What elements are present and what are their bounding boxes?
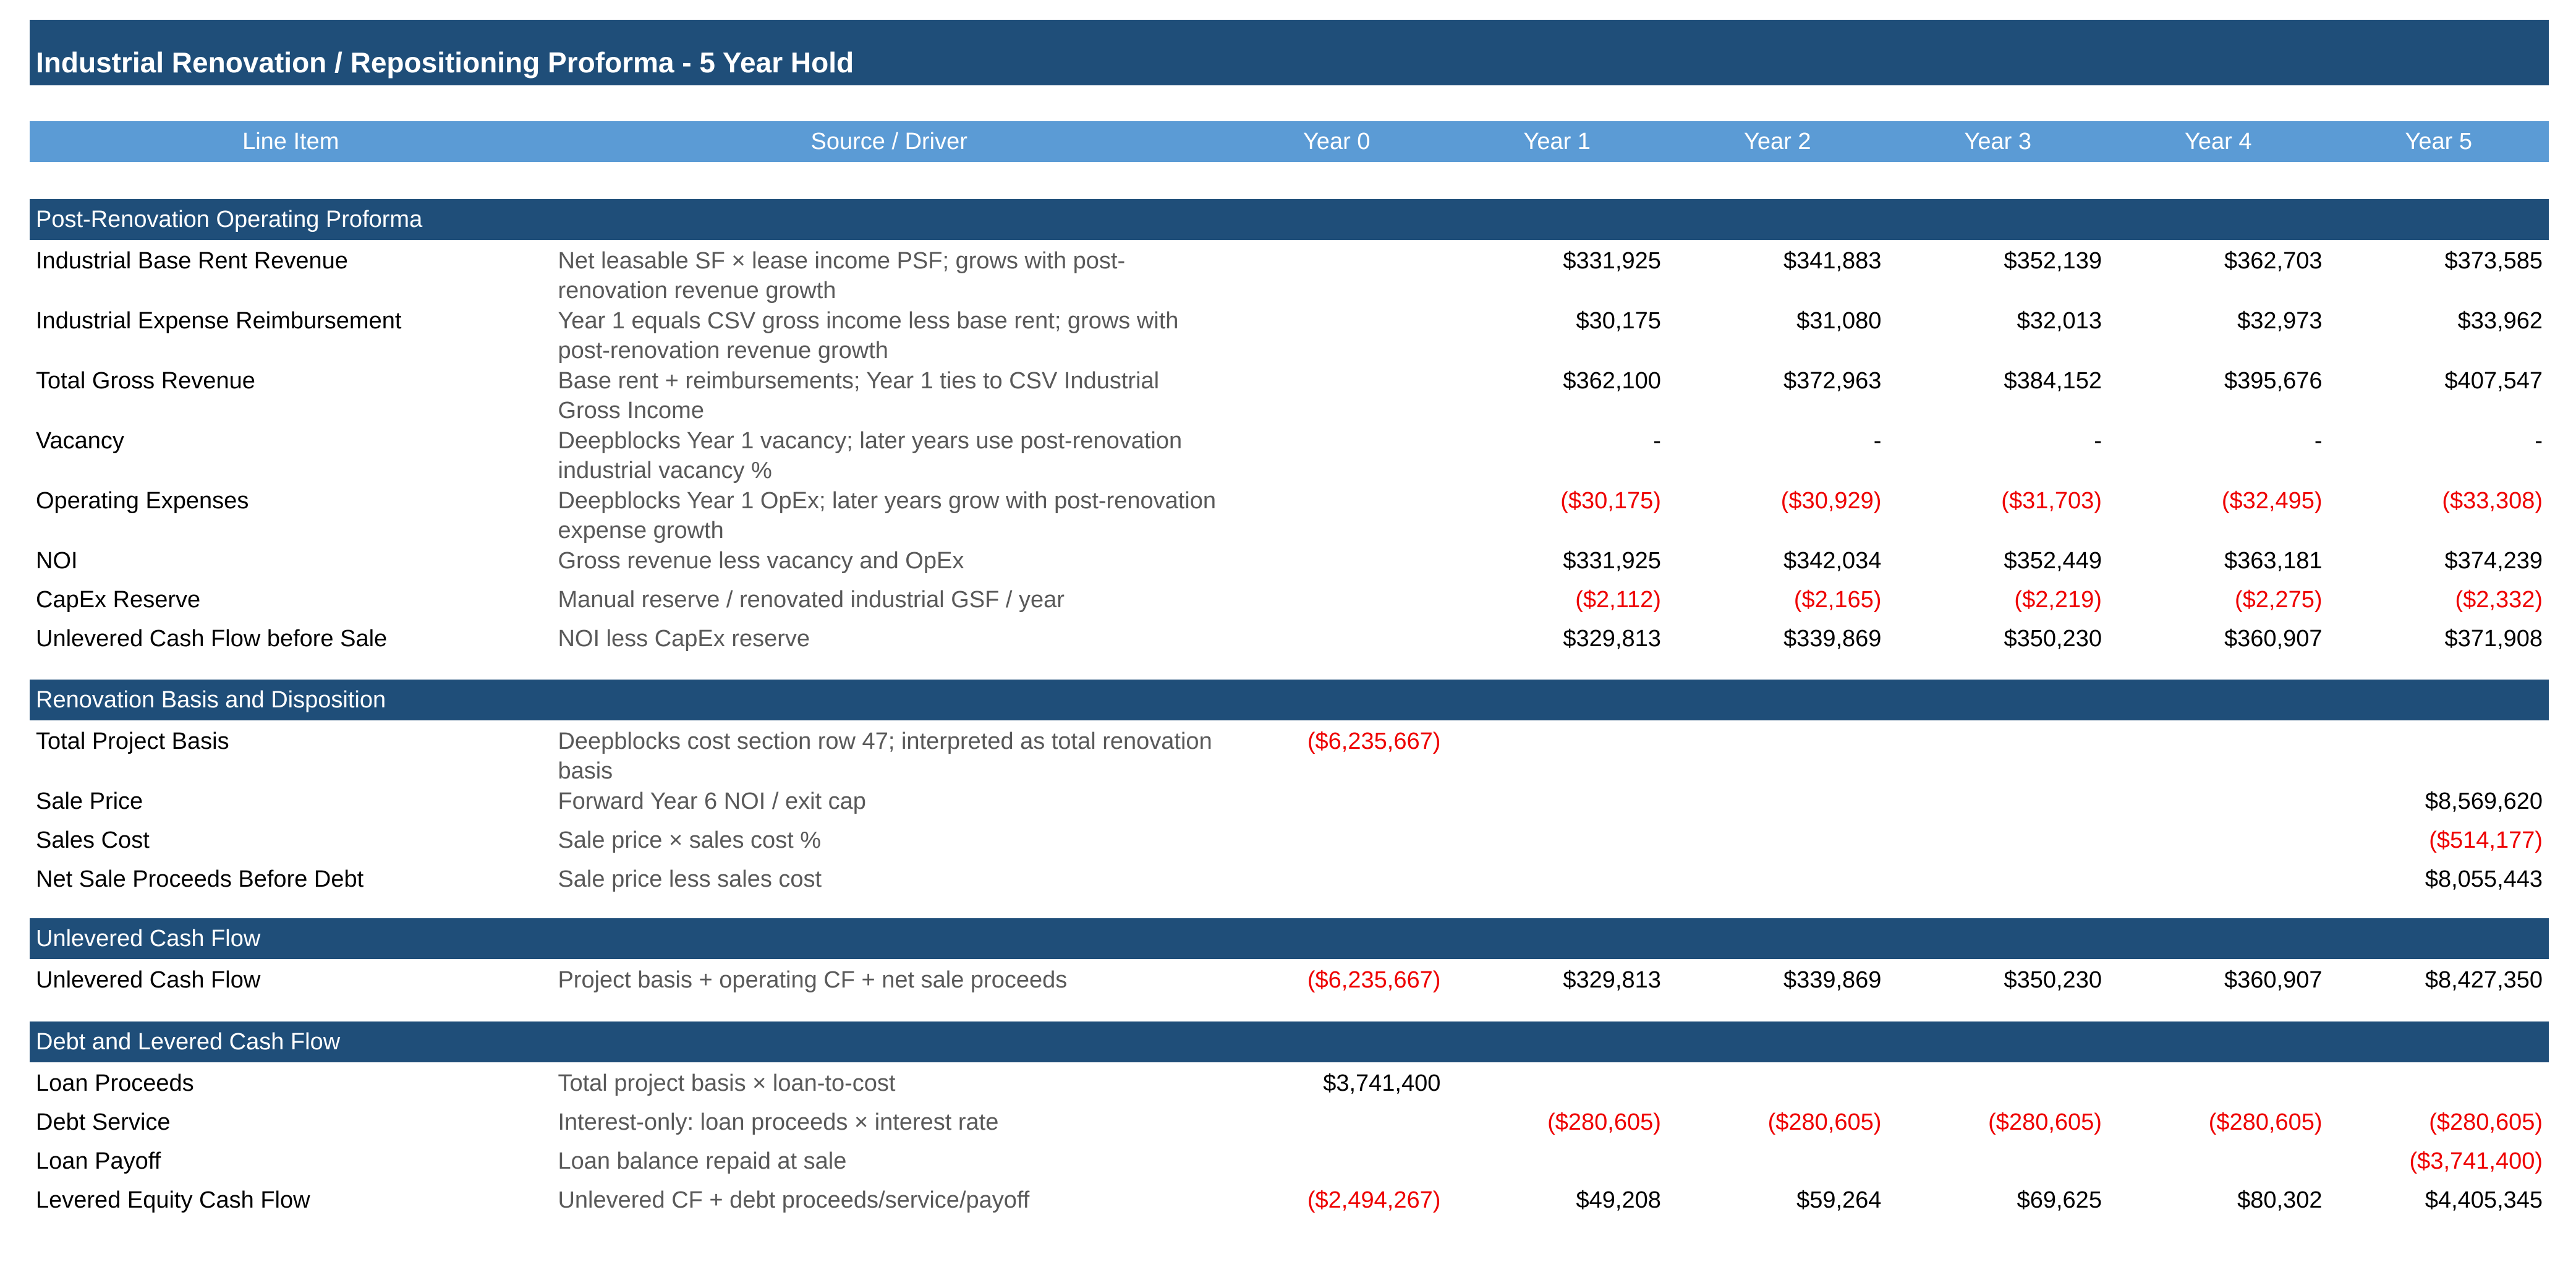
year-1-cell[interactable]: - [1653, 428, 1661, 454]
year-3-cell[interactable] [1887, 1068, 2108, 1101]
source-driver-cell[interactable]: Loan balance repaid at sale [558, 1148, 847, 1174]
year-3-cell[interactable] [1887, 1146, 2108, 1179]
source-driver-cell[interactable]: Interest-only: loan proceeds × interest rate [558, 1109, 999, 1135]
line-item-cell[interactable]: Unlevered Cash Flow before Sale [36, 626, 388, 652]
year-2-cell[interactable]: $342,034 [1783, 548, 1882, 574]
year-1-cell[interactable]: $331,925 [1563, 548, 1661, 574]
column-header-row [30, 121, 2549, 162]
source-driver-cell[interactable]: Unlevered CF + debt proceeds/service/payoff [558, 1187, 1030, 1213]
year-4-cell[interactable]: $362,703 [2224, 248, 2323, 274]
table-row [30, 480, 2549, 544]
year-2-cell[interactable]: ($280,605) [1767, 1109, 1882, 1135]
year-1-cell[interactable] [1447, 1068, 1667, 1101]
source-driver-cell[interactable]: NOI less CapEx reserve [558, 626, 810, 652]
source-driver-cell[interactable]: Year 1 equals CSV gross income less base rent; grows with post-renovation revenue growth [558, 308, 1179, 364]
source-driver-cell[interactable]: Forward Year 6 NOI / exit cap [558, 788, 866, 814]
line-item-cell[interactable]: Industrial Base Rent Revenue [36, 248, 348, 274]
header-year-3[interactable]: Year 3 [1964, 128, 2031, 155]
source-driver-cell[interactable]: Deepblocks Year 1 OpEx; later years grow with post-renovation expense growth [558, 488, 1217, 544]
section-header [30, 199, 2549, 240]
line-item-cell[interactable]: Unlevered Cash Flow [36, 967, 261, 993]
source-driver-cell[interactable]: Sale price less sales cost [558, 866, 822, 892]
year-4-cell[interactable]: ($280,605) [2208, 1109, 2323, 1135]
year-1-cell[interactable] [1447, 1146, 1667, 1179]
table-row [30, 819, 2549, 858]
year-3-cell[interactable] [1887, 787, 2108, 819]
year-3-cell[interactable]: $350,230 [2004, 967, 2102, 993]
year-4-cell[interactable] [2108, 825, 2329, 858]
line-item-cell[interactable]: Sales Cost [36, 827, 150, 853]
section-title: Renovation Basis and Disposition [36, 686, 386, 713]
year-0-cell[interactable] [1226, 787, 1447, 819]
table-row [30, 240, 2549, 304]
year-2-cell[interactable] [1667, 727, 1888, 780]
table-row [30, 1101, 2549, 1140]
year-0-cell[interactable] [1226, 366, 1447, 420]
year-5-cell[interactable]: $8,427,350 [2425, 967, 2543, 993]
year-2-cell[interactable] [1667, 1068, 1888, 1101]
table-row [30, 858, 2549, 897]
line-item-cell[interactable]: Loan Payoff [36, 1148, 161, 1174]
year-3-cell[interactable] [1887, 864, 2108, 897]
year-1-cell[interactable] [1447, 787, 1667, 819]
year-1-cell[interactable]: $329,813 [1563, 626, 1661, 652]
table-row [30, 720, 2549, 784]
line-item-cell[interactable]: CapEx Reserve [36, 587, 201, 613]
year-3-cell[interactable]: ($31,703) [2001, 488, 2102, 514]
year-0-cell[interactable]: $3,741,400 [1323, 1070, 1441, 1096]
sheet-title-text: Industrial Renovation / Repositioning Proforma - 5 Year Hold [36, 46, 854, 79]
section-spacer [30, 162, 2549, 199]
year-2-cell[interactable]: $31,080 [1796, 308, 1882, 334]
year-3-cell[interactable] [1887, 825, 2108, 858]
year-5-cell[interactable]: $373,585 [2444, 248, 2543, 274]
section-title: Unlevered Cash Flow [36, 925, 261, 952]
year-1-cell[interactable]: ($30,175) [1560, 488, 1661, 514]
line-item-cell[interactable]: NOI [36, 548, 78, 574]
year-5-cell[interactable]: ($3,741,400) [2409, 1148, 2543, 1174]
source-driver-cell[interactable]: Sale price × sales cost % [558, 827, 822, 853]
year-5-cell[interactable]: ($280,605) [2429, 1109, 2543, 1135]
year-3-cell[interactable]: ($280,605) [1988, 1109, 2102, 1135]
section-spacer [30, 998, 2549, 1021]
year-2-cell[interactable] [1667, 1146, 1888, 1179]
line-item-cell[interactable]: Levered Equity Cash Flow [36, 1187, 310, 1213]
line-item-cell[interactable]: Total Gross Revenue [36, 368, 255, 394]
section-header [30, 918, 2549, 959]
year-5-cell[interactable]: $33,962 [2457, 308, 2543, 334]
year-1-cell[interactable]: $331,925 [1563, 248, 1661, 274]
year-0-cell[interactable]: ($6,235,667) [1307, 728, 1441, 754]
year-2-cell[interactable]: ($30,929) [1780, 488, 1882, 514]
year-4-cell[interactable] [2108, 727, 2329, 780]
year-2-cell[interactable] [1667, 825, 1888, 858]
year-4-cell[interactable]: $395,676 [2224, 368, 2323, 394]
source-driver-cell[interactable]: Total project basis × loan-to-cost [558, 1070, 896, 1096]
year-0-cell[interactable] [1226, 246, 1447, 300]
year-3-cell[interactable]: ($2,219) [2014, 587, 2102, 613]
year-0-cell[interactable] [1226, 825, 1447, 858]
year-4-cell[interactable] [2108, 864, 2329, 897]
source-driver-cell[interactable]: Project basis + operating CF + net sale proceeds [558, 967, 1068, 993]
source-driver-cell[interactable]: Deepblocks cost section row 47; interpreted as total renovation basis [558, 728, 1212, 784]
year-5-cell[interactable]: $8,055,443 [2425, 866, 2543, 892]
year-5-cell[interactable]: ($514,177) [2429, 827, 2543, 853]
source-driver-cell[interactable]: Manual reserve / renovated industrial GSF / year [558, 587, 1065, 613]
year-0-cell[interactable] [1226, 486, 1447, 540]
year-3-cell[interactable]: - [2094, 428, 2102, 454]
source-driver-cell[interactable]: Net leasable SF × lease income PSF; grows with post-renovation revenue growth [558, 248, 1126, 304]
source-driver-cell[interactable]: Deepblocks Year 1 vacancy; later years use post-renovation industrial vacancy % [558, 428, 1183, 484]
year-1-cell[interactable]: $329,813 [1563, 967, 1661, 993]
year-3-cell[interactable]: $352,139 [2004, 248, 2102, 274]
year-5-cell[interactable]: $4,405,345 [2425, 1187, 2543, 1213]
year-1-cell[interactable]: $49,208 [1576, 1187, 1661, 1213]
year-2-cell[interactable] [1667, 787, 1888, 819]
year-2-cell[interactable]: $339,869 [1783, 626, 1882, 652]
year-0-cell[interactable] [1226, 624, 1447, 657]
year-2-cell[interactable]: $372,963 [1783, 368, 1882, 394]
year-0-cell[interactable] [1226, 546, 1447, 579]
header-year-1[interactable]: Year 1 [1523, 128, 1591, 155]
line-item-cell[interactable]: Total Project Basis [36, 728, 229, 754]
source-driver-cell[interactable]: Gross revenue less vacancy and OpEx [558, 548, 964, 574]
year-0-cell[interactable] [1226, 864, 1447, 897]
header-year-4[interactable]: Year 4 [2185, 128, 2252, 155]
year-5-cell[interactable]: - [2535, 428, 2543, 454]
year-2-cell[interactable]: $59,264 [1796, 1187, 1882, 1213]
year-3-cell[interactable]: $350,230 [2004, 626, 2102, 652]
year-1-cell[interactable]: $362,100 [1563, 368, 1661, 394]
year-0-cell[interactable] [1226, 585, 1447, 618]
year-2-cell[interactable]: $339,869 [1783, 967, 1882, 993]
year-3-cell[interactable]: $32,013 [2017, 308, 2102, 334]
table-row [30, 1140, 2549, 1179]
section-header [30, 680, 2549, 720]
table-row [30, 618, 2549, 657]
year-1-cell[interactable]: ($280,605) [1547, 1109, 1661, 1135]
header-line-item[interactable]: Line Item [242, 128, 339, 155]
header-year-2[interactable]: Year 2 [1743, 128, 1811, 155]
year-2-cell[interactable]: - [1873, 428, 1882, 454]
year-5-cell[interactable]: $407,547 [2444, 368, 2543, 394]
year-4-cell[interactable] [2108, 1146, 2329, 1179]
year-4-cell[interactable]: ($32,495) [2221, 488, 2323, 514]
year-4-cell[interactable]: $360,907 [2224, 626, 2323, 652]
year-5-cell[interactable]: $8,569,620 [2425, 788, 2543, 814]
year-4-cell[interactable]: $80,302 [2237, 1187, 2323, 1213]
year-5-cell[interactable] [2329, 1068, 2549, 1101]
header-year-5[interactable]: Year 5 [2405, 128, 2473, 155]
header-source-driver[interactable]: Source / Driver [810, 128, 967, 155]
year-1-cell[interactable] [1447, 825, 1667, 858]
sections-container [30, 162, 2549, 1218]
table-row [30, 1062, 2549, 1101]
year-0-cell[interactable]: ($6,235,667) [1307, 967, 1441, 993]
line-item-cell[interactable]: Vacancy [36, 428, 124, 454]
year-2-cell[interactable]: ($2,165) [1793, 587, 1882, 613]
year-2-cell[interactable]: $341,883 [1783, 248, 1882, 274]
year-5-cell[interactable]: $374,239 [2444, 548, 2543, 574]
year-3-cell[interactable]: $69,625 [2017, 1187, 2102, 1213]
line-item-cell[interactable]: Industrial Expense Reimbursement [36, 308, 402, 334]
year-5-cell[interactable]: ($33,308) [2442, 488, 2543, 514]
year-4-cell[interactable]: $363,181 [2224, 548, 2323, 574]
year-0-cell[interactable] [1226, 1107, 1447, 1140]
section-title: Post-Renovation Operating Proforma [36, 206, 423, 232]
table-row [30, 540, 2549, 579]
year-3-cell[interactable]: $384,152 [2004, 368, 2102, 394]
source-driver-cell[interactable]: Base rent + reimbursements; Year 1 ties to CSV Industrial Gross Income [558, 368, 1160, 424]
table-row [30, 959, 2549, 998]
year-0-cell[interactable]: ($2,494,267) [1307, 1187, 1441, 1213]
year-1-cell[interactable] [1447, 864, 1667, 897]
year-0-cell[interactable] [1226, 426, 1447, 480]
year-5-cell[interactable] [2329, 727, 2549, 780]
year-4-cell[interactable]: $360,907 [2224, 967, 2323, 993]
section-spacer [30, 657, 2549, 680]
header-year-0[interactable]: Year 0 [1303, 128, 1371, 155]
sheet-title [30, 20, 2549, 85]
year-2-cell[interactable] [1667, 864, 1888, 897]
year-3-cell[interactable]: $352,449 [2004, 548, 2102, 574]
year-0-cell[interactable] [1226, 306, 1447, 360]
year-1-cell[interactable]: ($2,112) [1575, 587, 1661, 613]
year-1-cell[interactable]: $30,175 [1576, 308, 1661, 334]
line-item-cell[interactable]: Net Sale Proceeds Before Debt [36, 866, 364, 892]
table-row [30, 780, 2549, 819]
year-3-cell[interactable] [1887, 727, 2108, 780]
year-4-cell[interactable]: ($2,275) [2234, 587, 2323, 613]
year-1-cell[interactable] [1447, 727, 1667, 780]
year-5-cell[interactable]: ($2,332) [2455, 587, 2543, 613]
year-4-cell[interactable]: - [2314, 428, 2323, 454]
table-row [30, 420, 2549, 484]
year-4-cell[interactable] [2108, 787, 2329, 819]
year-0-cell[interactable] [1226, 1146, 1447, 1179]
section-header [30, 1021, 2549, 1062]
line-item-cell[interactable]: Sale Price [36, 788, 143, 814]
section-spacer [30, 897, 2549, 918]
year-4-cell[interactable]: $32,973 [2237, 308, 2323, 334]
line-item-cell[interactable]: Operating Expenses [36, 488, 249, 514]
table-row [30, 300, 2549, 364]
year-5-cell[interactable]: $371,908 [2444, 626, 2543, 652]
proforma-sheet [30, 20, 2549, 1218]
section-title: Debt and Levered Cash Flow [36, 1028, 341, 1055]
table-row [30, 579, 2549, 618]
line-item-cell[interactable]: Loan Proceeds [36, 1070, 194, 1096]
table-row [30, 1179, 2549, 1218]
line-item-cell[interactable]: Debt Service [36, 1109, 171, 1135]
year-4-cell[interactable] [2108, 1068, 2329, 1101]
table-row [30, 360, 2549, 424]
